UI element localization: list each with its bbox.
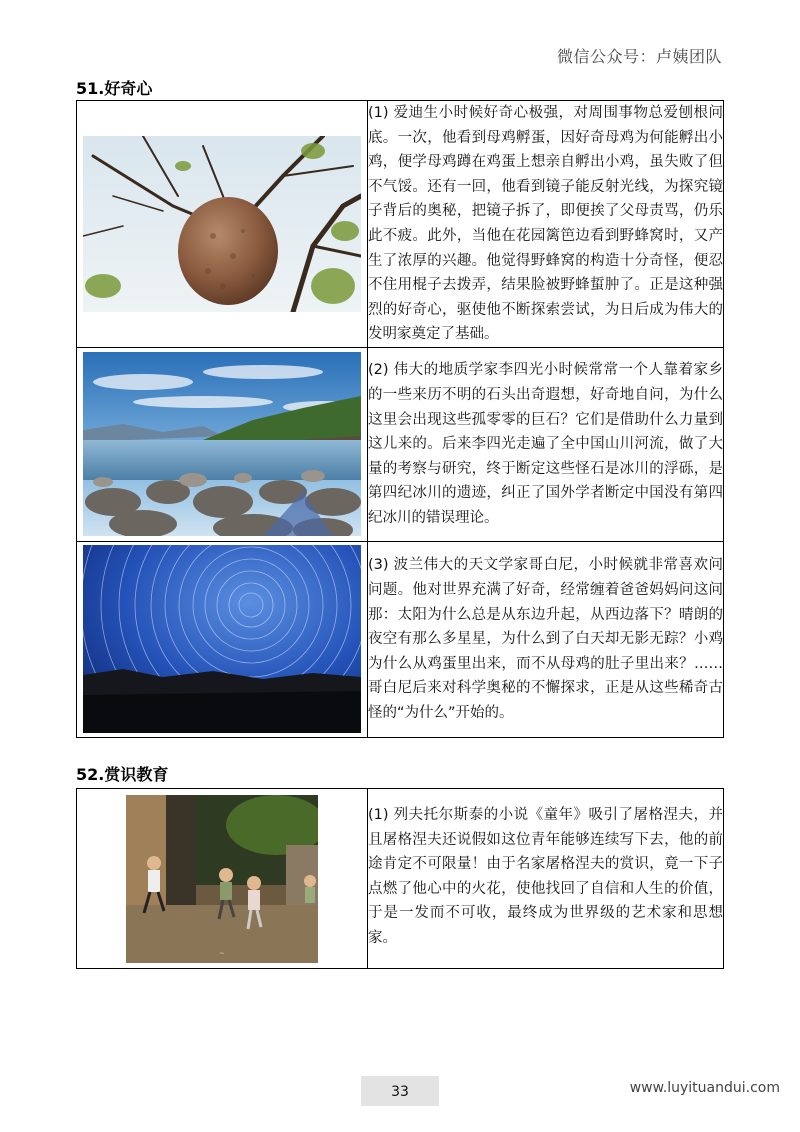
table-row <box>77 541 724 737</box>
section-title-curiosity: 51.好奇心 <box>76 79 153 98</box>
story-copernicus: (3) 波兰伟大的天文学家哥白尼，小时候就非常喜欢问问题。他对世界充满了好奇，经常缠着爸爸妈妈问这问那：太阳为什么总是从东边升起，从西边落下？晴朗的夜空有那么多星星，为什么到了白天却无影无踪？小鸡为什么从鸡蛋里出来，而不从母鸡的肚子里出来？……哥白尼后来对科学奥秘的不懈探求，正是从这些稀奇古怪的“为什么”开始的。 <box>368 541 724 737</box>
curiosity-table <box>76 100 724 738</box>
image-cell <box>77 101 368 348</box>
story-li-siguang: (2) 伟大的地质学家李四光小时候常常一个人靠着家乡的一些来历不明的石头出奇遐想，好奇地自问，为什么这里会出现这些孤零零的巨石？它们是借助什么力量到这儿来的。后来李四光走遍了全中国山川河流，做了大量的考察与研究，终于断定这些怪石是冰川的浮砾，是第四纪冰川的遗迹，纠正了国外学者断定中国没有第四纪冰川的错误理论。 <box>368 347 724 541</box>
table-row <box>77 101 724 348</box>
table-row <box>77 347 724 541</box>
section-title-appreciation: 52.赏识教育 <box>76 765 169 784</box>
svg-text:~: ~ <box>219 949 225 957</box>
header-account: 微信公众号：卢姨团队 <box>556 47 722 66</box>
wasp-nest-image <box>83 136 361 312</box>
image-cell <box>77 541 368 737</box>
story-edison: (1) 爱迪生小时候好奇心极强，对周围事物总爱刨根问底。一次，他看到母鸡孵蛋，因好奇母鸡为何能孵出小鸡，便学母鸡蹲在鸡蛋上想亲自孵出小鸡，虽失败了但不气馁。还有一回，他看到镜子能反射光线，为探究镜子背后的奥秘，把镜子拆了，即便挨了父母责骂，仍乐此不疲。此外，当他在花园篱笆边看到野蜂窝时，又产生了浓厚的兴趣。他觉得野蜂窝的构造十分奇怪，便忍不住用棍子去拨弄，结果脸被野蜂蜇肿了。正是这种强烈的好奇心，驱使他不断探索尝试，为日后成为伟大的发明家奠定了基础。 <box>368 101 724 348</box>
footer-url: www.luyituandui.com <box>629 1080 780 1096</box>
image-cell <box>77 789 368 969</box>
page-number: 33 <box>361 1076 439 1106</box>
table-row <box>77 789 724 969</box>
children-running-image <box>126 795 318 963</box>
image-cell <box>77 347 368 541</box>
star-trails-image <box>83 545 361 733</box>
story-tolstoy: (1) 列夫托尔斯泰的小说《童年》吸引了屠格涅夫，并且屠格涅夫还说假如这位青年能够连续写下去，他的前途肯定不可限量！由于名家屠格涅夫的赏识，竟一下子点燃了他心中的火花，使他找回了自信和人生的价值，于是一发而不可收，最终成为世界级的艺术家和思想家。 <box>368 789 724 969</box>
lake-boulders-image <box>83 352 361 536</box>
appreciation-table <box>76 788 724 969</box>
